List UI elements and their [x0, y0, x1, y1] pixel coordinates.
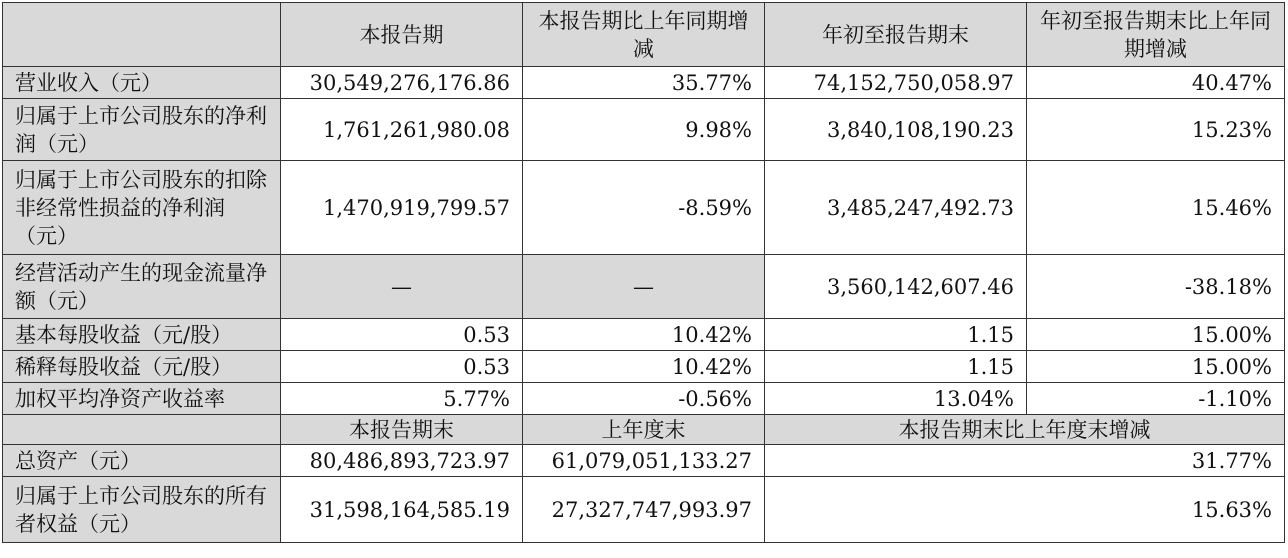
cell-ytd-yoy: -38.18%: [1027, 255, 1285, 319]
row-label: 归属于上市公司股东的净利润（元）: [3, 99, 281, 161]
cell-ytd: 1.15: [765, 351, 1027, 383]
cell-ytd-yoy: 40.47%: [1027, 67, 1285, 99]
cell-prior-year-end: 61,079,051,133.27: [523, 445, 765, 477]
cell-ytd: 1.15: [765, 319, 1027, 351]
cell-change: 15.63%: [765, 477, 1285, 543]
cell-ytd-yoy: -1.10%: [1027, 383, 1285, 415]
cell-current-period-yoy: 10.42%: [523, 351, 765, 383]
header-current-period-yoy: 本报告期比上年同期增减: [523, 3, 765, 67]
cell-current-period-yoy: 9.98%: [523, 99, 765, 161]
subheader-row: [3, 415, 1285, 445]
cell-current-period-yoy: -8.59%: [523, 161, 765, 255]
cell-current-period-yoy: -0.56%: [523, 383, 765, 415]
cell-current-period: —: [281, 255, 523, 319]
subheader-period-end: 本报告期末: [281, 415, 523, 445]
cell-ytd: 3,485,247,492.73: [765, 161, 1027, 255]
row-label: 经营活动产生的现金流量净额（元）: [3, 255, 281, 319]
header-row: [3, 3, 1285, 67]
cell-current-period: 1,761,261,980.08: [281, 99, 523, 161]
subheader-corner-cell: [3, 415, 281, 445]
cell-ytd: 3,840,108,190.23: [765, 99, 1027, 161]
row-label: 总资产（元）: [3, 445, 281, 477]
cell-period-end: 80,486,893,723.97: [281, 445, 523, 477]
cell-current-period: 1,470,919,799.57: [281, 161, 523, 255]
subheader-prior-year-end: 上年度末: [523, 415, 765, 445]
cell-ytd-yoy: 15.00%: [1027, 319, 1285, 351]
table-row: [3, 319, 1285, 351]
cell-current-period: 0.53: [281, 319, 523, 351]
cell-ytd: 74,152,750,058.97: [765, 67, 1027, 99]
cell-ytd: 13.04%: [765, 383, 1027, 415]
table-row: [3, 383, 1285, 415]
row-label: 归属于上市公司股东的所有者权益（元）: [3, 477, 281, 543]
row-label: 归属于上市公司股东的扣除非经常性损益的净利润（元）: [3, 161, 281, 255]
table-row: [3, 445, 1285, 477]
cell-prior-year-end: 27,327,747,993.97: [523, 477, 765, 543]
cell-ytd-yoy: 15.23%: [1027, 99, 1285, 161]
cell-change: 31.77%: [765, 445, 1285, 477]
cell-ytd-yoy: 15.00%: [1027, 351, 1285, 383]
financial-summary-table: [2, 2, 1285, 543]
cell-ytd: 3,560,142,607.46: [765, 255, 1027, 319]
table-row: [3, 477, 1285, 543]
row-label: 基本每股收益（元/股）: [3, 319, 281, 351]
cell-period-end: 31,598,164,585.19: [281, 477, 523, 543]
header-current-period: 本报告期: [281, 3, 523, 67]
row-label: 稀释每股收益（元/股）: [3, 351, 281, 383]
header-corner-cell: [3, 3, 281, 67]
table-row: [3, 255, 1285, 319]
cell-current-period: 0.53: [281, 351, 523, 383]
cell-current-period: 5.77%: [281, 383, 523, 415]
cell-current-period-yoy: 10.42%: [523, 319, 765, 351]
cell-current-period-yoy: —: [523, 255, 765, 319]
cell-ytd-yoy: 15.46%: [1027, 161, 1285, 255]
header-ytd-yoy: 年初至报告期末比上年同期增减: [1027, 3, 1285, 67]
row-label: 营业收入（元）: [3, 67, 281, 99]
table-row: [3, 161, 1285, 255]
cell-current-period: 30,549,276,176.86: [281, 67, 523, 99]
table-row: [3, 67, 1285, 99]
row-label: 加权平均净资产收益率: [3, 383, 281, 415]
table-row: [3, 351, 1285, 383]
header-ytd: 年初至报告期末: [765, 3, 1027, 67]
table-row: [3, 99, 1285, 161]
subheader-change: 本报告期末比上年度末增减: [765, 415, 1285, 445]
cell-current-period-yoy: 35.77%: [523, 67, 765, 99]
